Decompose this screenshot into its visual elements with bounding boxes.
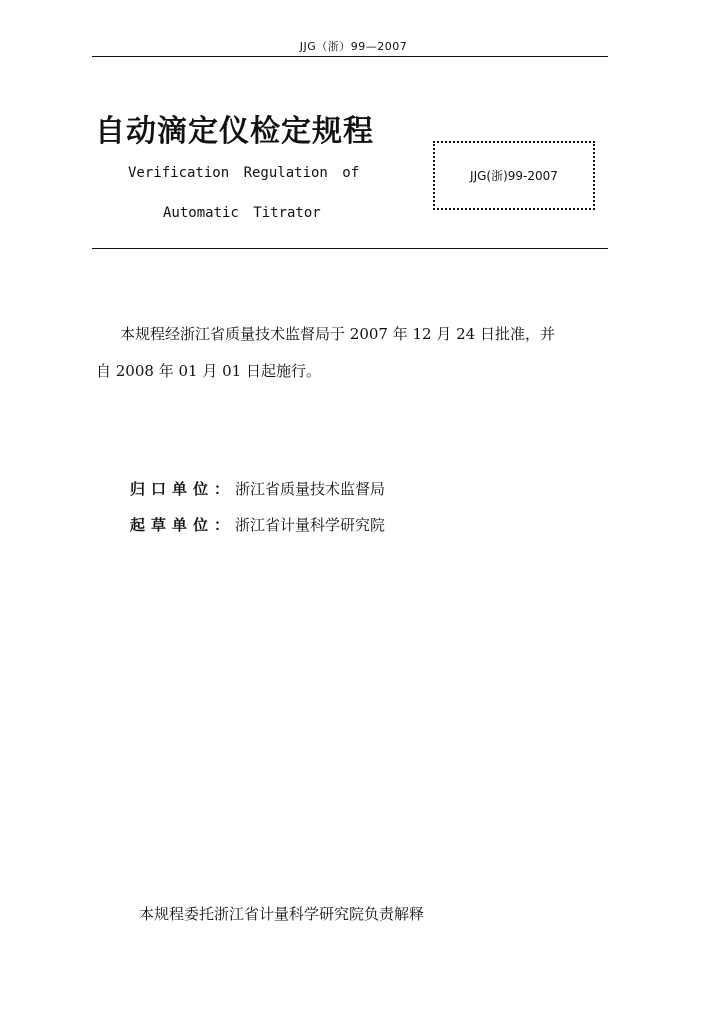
approval-line-1: 本规程经浙江省质量技术监督局于 2007 年 12 月 24 日批准，并 — [120, 325, 555, 343]
drafting-unit-value: 浙江省计量科学研究院 — [235, 516, 386, 534]
responsible-unit-value: 浙江省质量技术监督局 — [235, 480, 386, 498]
responsible-unit-label: 归口单位： — [130, 480, 236, 498]
drafting-unit-row — [130, 514, 385, 535]
regulation-code-box — [433, 141, 595, 210]
document-title: 自动滴定仪检定规程 — [95, 114, 374, 149]
middle-rule — [92, 248, 608, 249]
header-code: JJG（浙）99—2007 — [299, 40, 408, 53]
english-title-line-2: Automatic Titrator — [163, 205, 321, 221]
regulation-code: JJG(浙)99-2007 — [470, 169, 558, 183]
approval-line-2: 自 2008 年 01 月 01 日起施行。 — [96, 362, 321, 380]
top-rule — [92, 56, 608, 57]
approval-statement — [96, 316, 608, 390]
english-title-line-1: Verification Regulation of — [128, 165, 360, 181]
drafting-unit-label: 起草单位： — [130, 516, 236, 534]
responsible-unit-row — [130, 478, 385, 499]
interpretation-note: 本规程委托浙江省计量科学研究院负责解释 — [139, 905, 425, 923]
